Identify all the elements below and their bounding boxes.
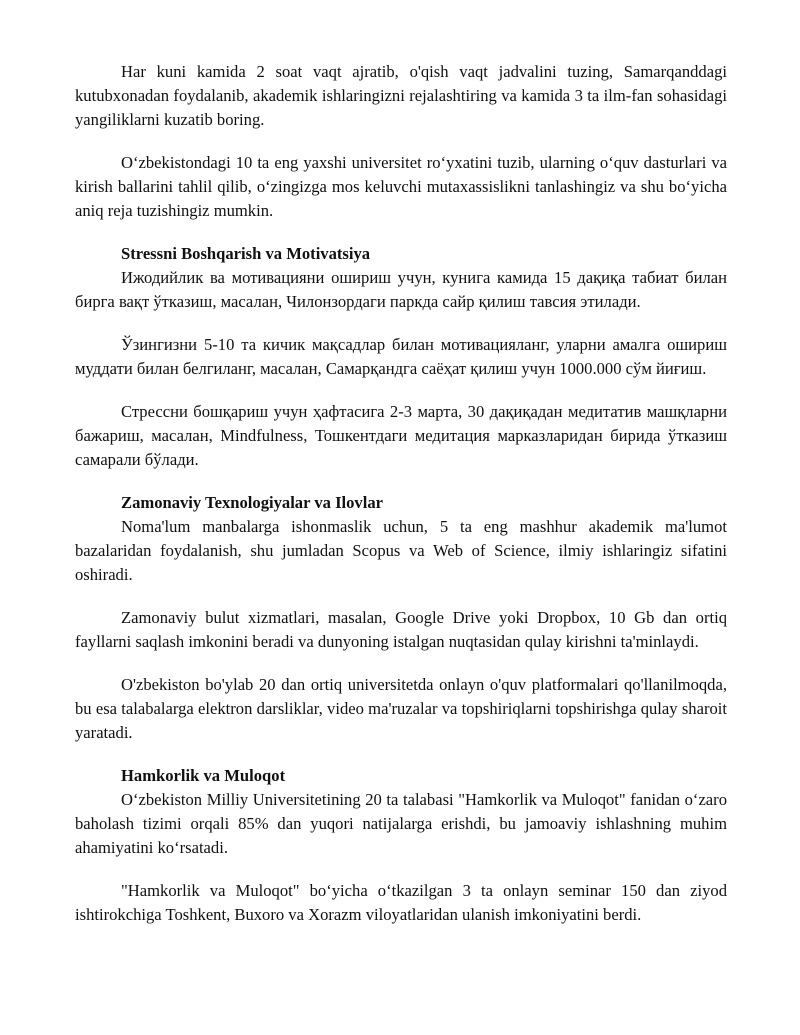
paragraph-cloud-services: Zamonaviy bulut xizmatlari, masalan, Google Drive yoki Dropbox, 10 Gb dan ortiq fayllarni saqlash imkonini beradi va dunyoning istalgan nuqtasidan qulay kirishni ta'minlaydi. [75, 608, 727, 651]
paragraph-creativity-motivation: Ижодийлик ва мотивацияни ошириш учун, кунига камида 15 дақиқа табиат билан бирга вақт ўтказиш, масалан, Чилонзордаги паркда сайр қилиш тавсия этилади. [75, 268, 727, 311]
heading-cooperation-communication: Hamkorlik va Muloqot [121, 766, 286, 785]
paragraph-online-platforms: O'zbekiston bo'ylab 20 dan ortiq universitetda onlayn o'quv platformalari qo'llanilmoqda, bu esa talabalarga elektron darsliklar, video ma'ruzalar va topshiriqlarni topshirishga qulay sharoit yaratadi. [75, 675, 727, 742]
paragraph-meditation: Стрессни бошқариш учун ҳафтасига 2-3 марта, 30 дақиқадан медитатив машқларни бажариш, масалан, Mindfulness, Тошкентдаги медитация марказларидан бирида ўтказиш самарали бўлади. [75, 402, 727, 469]
paragraph-university-list: Oʻzbekistondagi 10 ta eng yaxshi universitet roʻyxatini tuzib, ularning oʻquv dasturlari va kirish ballarini tahlil qilib, oʻzingizga mos keluvchi mutaxassislikni tanlashingiz va shu boʻyicha aniq reja tuzishingiz mumkin. [75, 153, 727, 220]
paragraph-peer-assessment: Oʻzbekiston Milliy Universitetining 20 ta talabasi "Hamkorlik va Muloqot" fanidan oʻzaro baholash tizimi orqali 85% dan yuqori natijalarga erishdi, bu jamoaviy ishlashning muhim ahamiyatini koʻrsatadi. [75, 790, 727, 857]
paragraph-online-seminars: "Hamkorlik va Muloqot" boʻyicha oʻtkazilgan 3 ta onlayn seminar 150 dan ziyod ishtirokchiga Toshkent, Buxoro va Xorazm viloyatlaridan ulanish imkoniyatini berdi. [75, 881, 727, 924]
paragraph-academic-databases: Noma'lum manbalarga ishonmaslik uchun, 5 ta eng mashhur akademik ma'lumot bazalaridan foydalanish, shu jumladan Scopus va Web of Science, ilmiy ishlaringiz sifatini oshiradi. [75, 517, 727, 584]
heading-modern-technologies: Zamonaviy Texnologiyalar va Ilovlar [121, 493, 383, 512]
paragraph-small-goals: Ўзингизни 5-10 та кичик мақсадлар билан мотивацияланг, уларни амалга ошириш муддати билан белгиланг, масалан, Самарқандга саёҳат қилиш учун 1000.000 сўм йиғиш. [75, 335, 727, 378]
heading-stress-management: Stressni Boshqarish va Motivatsiya [121, 244, 371, 263]
paragraph-study-schedule: Har kuni kamida 2 soat vaqt ajratib, o'qish vaqt jadvalini tuzing, Samarqanddagi kutubxonadan foydalanib, akademik ishlaringizni rejalashtiring va kamida 3 ta ilm-fan sohasidagi yangiliklarni kuzatib boring. [75, 62, 727, 129]
document-page [75, 60, 727, 927]
